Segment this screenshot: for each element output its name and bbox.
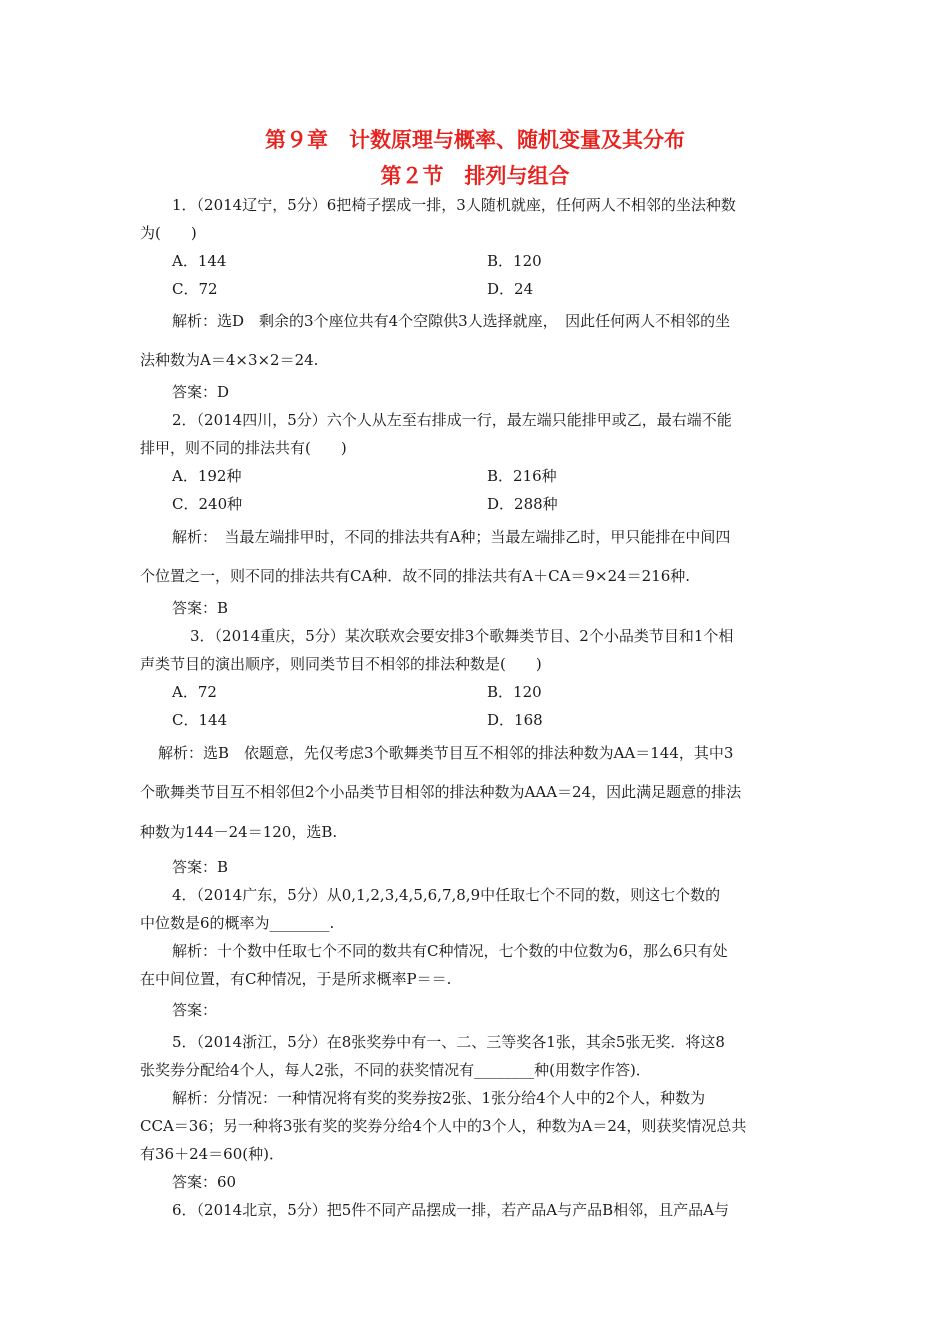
q5-solution: 解析：分情况：一种情况将有奖的奖券按2张、1张分给4个人中的2个人，种数为 xyxy=(172,1089,706,1107)
q3-answer: 答案：B xyxy=(172,858,229,876)
q3-solution-cont2: 种数为144－24＝120，选B. xyxy=(140,823,338,841)
section-title: 第２节 排列与组合 xyxy=(380,163,570,188)
q2-solution: 解析： 当最左端排甲时，不同的排法共有A种；当最左端排乙时，甲只能排在中间四 xyxy=(172,528,731,546)
q5-stem-cont: 张奖券分配给4个人，每人2张，不同的获奖情况有________种(用数字作答)． xyxy=(140,1061,651,1079)
q1-stem-cont: 为( ) xyxy=(140,224,197,242)
q3-option-d: D．168 xyxy=(487,711,543,729)
q1-solution: 解析：选D 剩余的3个座位共有4个空隙供3人选择就座， 因此任何两人不相邻的坐 xyxy=(172,312,731,330)
q3-solution: 解析：选B 依题意，先仅考虑3个歌舞类节目互不相邻的排法种数为AA＝144，其中3 xyxy=(158,744,734,762)
q1-stem: 1．（2014辽宁，5分）6把椅子摆成一排，3人随机就座，任何两人不相邻的坐法种数 xyxy=(172,196,736,214)
q1-option-b: B．120 xyxy=(487,252,542,270)
q1-answer: 答案：D xyxy=(172,383,230,401)
q6-stem: 6．（2014北京，5分）把5件不同产品摆成一排，若产品A与产品B相邻，且产品A与 xyxy=(172,1201,729,1219)
q5-solution-cont: CCA＝36；另一种将3张有奖的奖券分给4个人中的3个人，种数为A＝24，则获奖情况总共 xyxy=(140,1117,747,1135)
q3-solution-cont: 个歌舞类节目互不相邻但2个小品类节目相邻的排法种数为AAA＝24，因此满足题意的排法 xyxy=(140,783,742,801)
q5-stem: 5．（2014浙江，5分）在8张奖券中有一、二、三等奖各1张，其余5张无奖．将这8 xyxy=(172,1033,725,1051)
q1-option-d: D．24 xyxy=(487,280,534,298)
q2-option-d: D．288种 xyxy=(487,495,558,513)
q1-solution-cont: 法种数为A＝4×3×2＝24. xyxy=(140,351,319,369)
q4-stem: 4．（2014广东，5分）从0,1,2,3,4,5,6,7,8,9中任取七个不同的数，则这七个数的 xyxy=(172,886,721,904)
q2-stem: 2．（2014四川，5分）六个人从左至右排成一行，最左端只能排甲或乙，最右端不能 xyxy=(172,411,732,429)
q3-option-b: B．120 xyxy=(487,683,542,701)
q4-answer: 答案： xyxy=(172,1001,218,1019)
q2-solution-cont: 个位置之一，则不同的排法共有CA种．故不同的排法共有A＋CA＝9×24＝216种. xyxy=(140,567,691,585)
q3-stem-cont: 声类节目的演出顺序，则同类节目不相邻的排法种数是( ) xyxy=(140,655,542,673)
chapter-title: 第９章 计数原理与概率、随机变量及其分布 xyxy=(265,127,685,152)
q3-stem: 3．（2014重庆，5分）某次联欢会要安排3个歌舞类节目、2个小品类节目和1个相 xyxy=(190,627,734,645)
q2-option-c: C．240种 xyxy=(172,495,243,513)
q4-solution-cont: 在中间位置，有C种情况，于是所求概率P＝＝. xyxy=(140,970,452,988)
q5-answer: 答案：60 xyxy=(172,1173,237,1191)
q4-stem-cont: 中位数是6的概率为________. xyxy=(140,914,335,932)
q4-solution: 解析：十个数中任取七个不同的数共有C种情况，七个数的中位数为6，那么6只有处 xyxy=(172,942,728,960)
q3-option-c: C．144 xyxy=(172,711,228,729)
q2-stem-cont: 排甲，则不同的排法共有( ) xyxy=(140,439,347,457)
q3-option-a: A．72 xyxy=(172,683,217,701)
q2-option-a: A．192种 xyxy=(172,467,242,485)
q2-answer: 答案：B xyxy=(172,599,229,617)
q1-option-c: C．72 xyxy=(172,280,218,298)
q1-option-a: A．144 xyxy=(172,252,227,270)
q5-solution-cont2: 有36＋24＝60(种)． xyxy=(140,1145,284,1163)
q2-option-b: B．216种 xyxy=(487,467,557,485)
